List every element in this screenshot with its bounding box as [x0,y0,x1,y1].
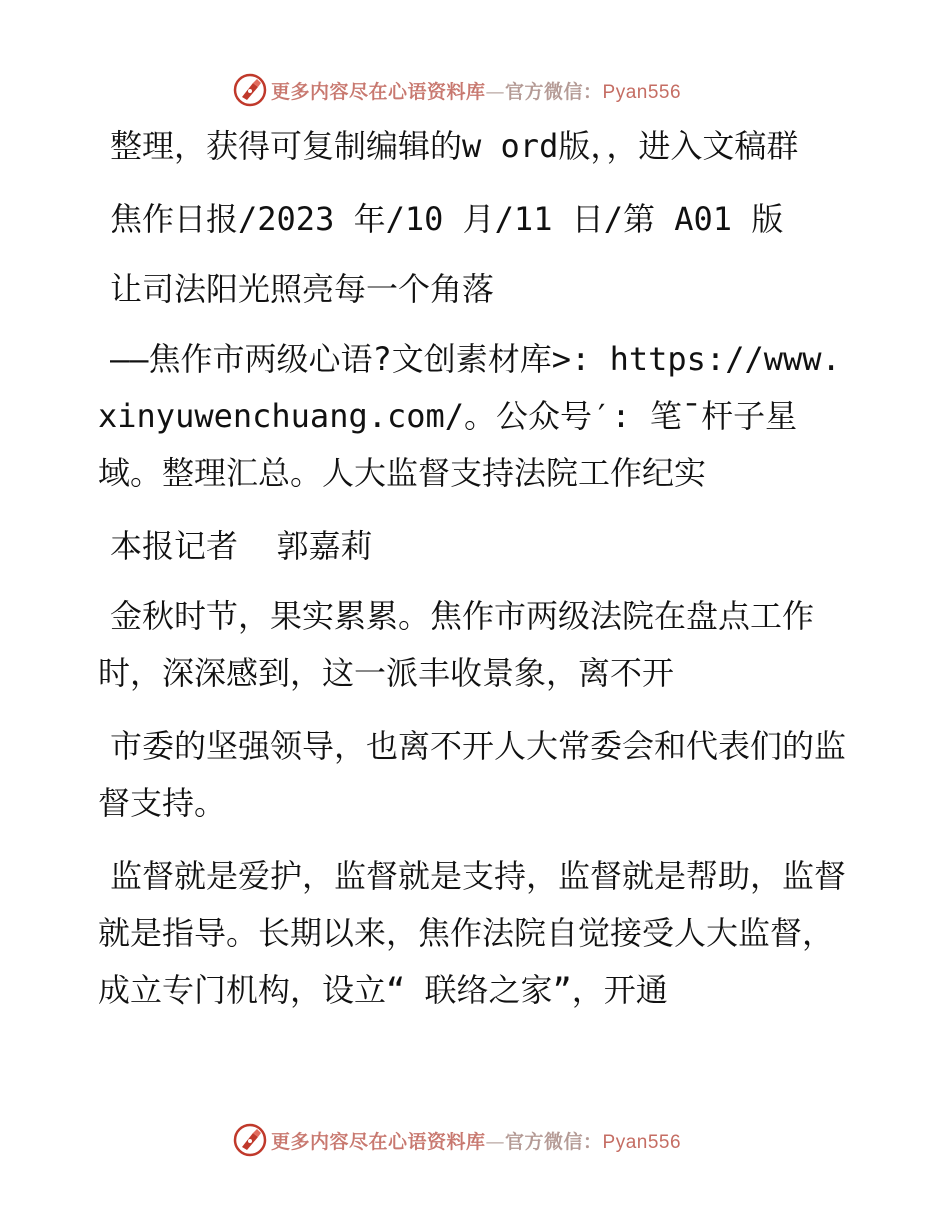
article-subtitle: ——焦作市两级心语?文创素材库>: https://www.xinyuwenchuang.com/。公众号′: 笔¯杆子星域。整理汇总。人大监督支持法院工作纪实 [98,340,841,492]
article-title: 让司法阳光照亮每一个角落 [110,270,495,308]
footer-banner-title: 更多内容尽在心语资料库 [271,1130,486,1153]
paragraph-notice: 整理，获得可复制编辑的w ord版，，进入文稿群 [110,127,799,165]
footer-banner-wechat-id: Pyan556 [602,1131,682,1153]
header-banner-separator: — [485,80,506,103]
pen-nib-logo-icon [233,73,267,107]
header-banner-wechat-label: 官方微信： [505,80,603,103]
footer-watermark-banner [233,1120,713,1160]
body-paragraph: 监督就是爱护，监督就是支持，监督就是帮助，监督就是指导。长期以来，焦作法院自觉接受人大监督，成立专门机构，设立“ 联络之家”，开通 [98,857,847,1009]
pen-nib-logo-icon [233,1123,267,1157]
footer-banner-separator: — [485,1130,506,1153]
footer-watermark-text [271,1127,681,1154]
header-watermark-text [271,77,681,104]
body-paragraph: 市委的坚强领导，也离不开人大常委会和代表们的监督支持。 [98,727,847,822]
header-banner-wechat-id: Pyan556 [602,81,682,103]
footer-banner-wechat-label: 官方微信： [505,1130,603,1153]
header-banner-title: 更多内容尽在心语资料库 [271,80,486,103]
document-body [98,118,858,1035]
paragraph-source-line: 焦作日报/2023 年/10 月/11 日/第 A01 版 [110,200,784,238]
body-paragraph: 金秋时节，果实累累。焦作市两级法院在盘点工作时，深深感到，这一派丰收景象，离不开 [98,597,815,692]
article-byline: 本报记者 郭嘉莉 [110,527,373,565]
header-watermark-banner [233,70,713,110]
